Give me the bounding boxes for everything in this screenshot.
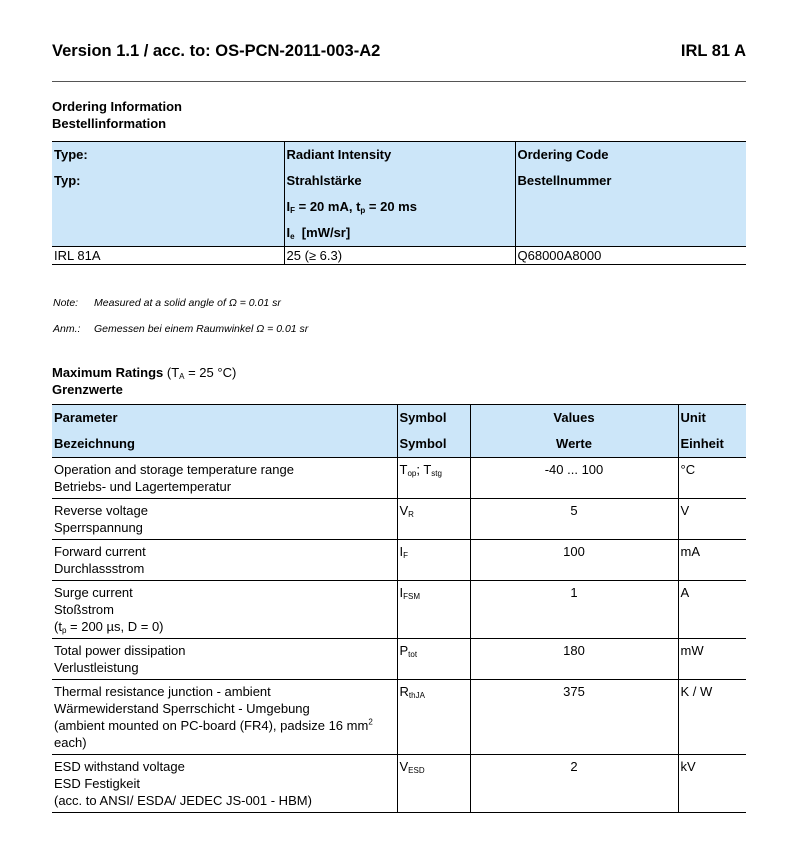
symbol-cell: $P_{tot}$ xyxy=(397,639,470,680)
parameter-cell: Total power dissipation Verlustleistung xyxy=(52,639,397,680)
value-cell: 2 xyxy=(470,755,678,813)
intensity-unit: $I_e$ [mW/sr] xyxy=(286,225,351,241)
table-row xyxy=(52,247,746,265)
table-row xyxy=(52,499,746,540)
unit-cell: K / W xyxy=(678,680,746,755)
symbol-header: Symbol Symbol xyxy=(397,405,470,458)
value-cell: 180 xyxy=(470,639,678,680)
ordering-header-row xyxy=(52,142,746,247)
values-header: Values Werte xyxy=(470,405,678,458)
note-de: Anm.: Gemessen bei einem Raumwinkel Ω = 0.01 sr xyxy=(53,323,309,335)
ratings-title-de: Grenzwerte xyxy=(52,382,123,397)
table-row xyxy=(52,639,746,680)
intensity-condition: $I_F = 20$ mA, $t_p = 20$ ms xyxy=(286,199,417,215)
unit-cell: mA xyxy=(678,540,746,581)
code-header xyxy=(515,142,746,247)
unit-cell: V xyxy=(678,499,746,540)
parameter-cell: Reverse voltage Sperrspannung xyxy=(52,499,397,540)
unit-cell: A xyxy=(678,581,746,639)
ordering-table xyxy=(52,141,746,265)
symbol-cell: $I_F$ xyxy=(397,540,470,581)
unit-header: Unit Einheit xyxy=(678,405,746,458)
ratings-table xyxy=(52,404,746,813)
value-cell: 375 xyxy=(470,680,678,755)
unit-cell: °C xyxy=(678,458,746,499)
ratings-header-row xyxy=(52,405,746,458)
symbol-cell: $V_{ESD}$ xyxy=(397,755,470,813)
code-header-de: Bestellnummer xyxy=(517,173,612,188)
intensity-header xyxy=(284,142,515,247)
version-text: Version 1.1 / acc. to: OS-PCN-2011-003-A2 xyxy=(52,42,381,60)
ordering-title xyxy=(52,98,182,132)
type-header-en: Type: xyxy=(54,147,88,162)
table-row xyxy=(52,680,746,755)
code-cell: Q68000A8000 xyxy=(515,247,746,265)
parameter-cell: ESD withstand voltage ESD Festigkeit (acc. to ANSI/ ESDA/ JEDEC JS-001 - HBM) xyxy=(52,755,397,813)
table-row xyxy=(52,458,746,499)
parameter-cell: Surge current Stoßstrom ($t_p = 200$ µs, D = 0) xyxy=(52,581,397,639)
symbol-cell: $V_R$ xyxy=(397,499,470,540)
value-cell: -40 ... 100 xyxy=(470,458,678,499)
intensity-header-de: Strahlstärke xyxy=(286,173,362,188)
parameter-cell: Thermal resistance junction - ambient Wärmewiderstand Sperrschicht - Umgebung (ambient mounted on PC-board (FR4), padsize 16 $mm^2$ each) xyxy=(52,680,397,755)
value-cell: 100 xyxy=(470,540,678,581)
part-number: IRL 81 A xyxy=(680,42,746,60)
ratings-title xyxy=(52,364,236,398)
type-cell: IRL 81A xyxy=(52,247,284,265)
ratings-title-en: Maximum Ratings ($T_A = 25$ °C) xyxy=(52,365,237,381)
intensity-cell: 25 (≥ 6.3) xyxy=(284,247,515,265)
page-header xyxy=(52,42,746,66)
symbol-cell: $R_{thJA}$ xyxy=(397,680,470,755)
ordering-title-en: Ordering Information xyxy=(52,99,182,114)
value-cell: 5 xyxy=(470,499,678,540)
parameter-header: Parameter Bezeichnung xyxy=(52,405,397,458)
value-cell: 1 xyxy=(470,581,678,639)
type-header xyxy=(52,142,284,247)
parameter-cell: Operation and storage temperature range Betriebs- und Lagertemperatur xyxy=(52,458,397,499)
intensity-header-en: Radiant Intensity xyxy=(286,147,392,162)
note-en: Note: Measured at a solid angle of Ω = 0.01 sr xyxy=(53,297,281,309)
ordering-title-de: Bestellinformation xyxy=(52,116,167,131)
unit-cell: kV xyxy=(678,755,746,813)
parameter-cell: Forward current Durchlassstrom xyxy=(52,540,397,581)
unit-cell: mW xyxy=(678,639,746,680)
table-row xyxy=(52,755,746,813)
table-row xyxy=(52,540,746,581)
header-divider xyxy=(52,81,746,82)
type-header-de: Typ: xyxy=(54,173,81,188)
table-row xyxy=(52,581,746,639)
code-header-en: Ordering Code xyxy=(517,147,609,162)
symbol-cell: $T_{op}$; $T_{stg}$ xyxy=(397,458,470,499)
symbol-cell: $I_{FSM}$ xyxy=(397,581,470,639)
